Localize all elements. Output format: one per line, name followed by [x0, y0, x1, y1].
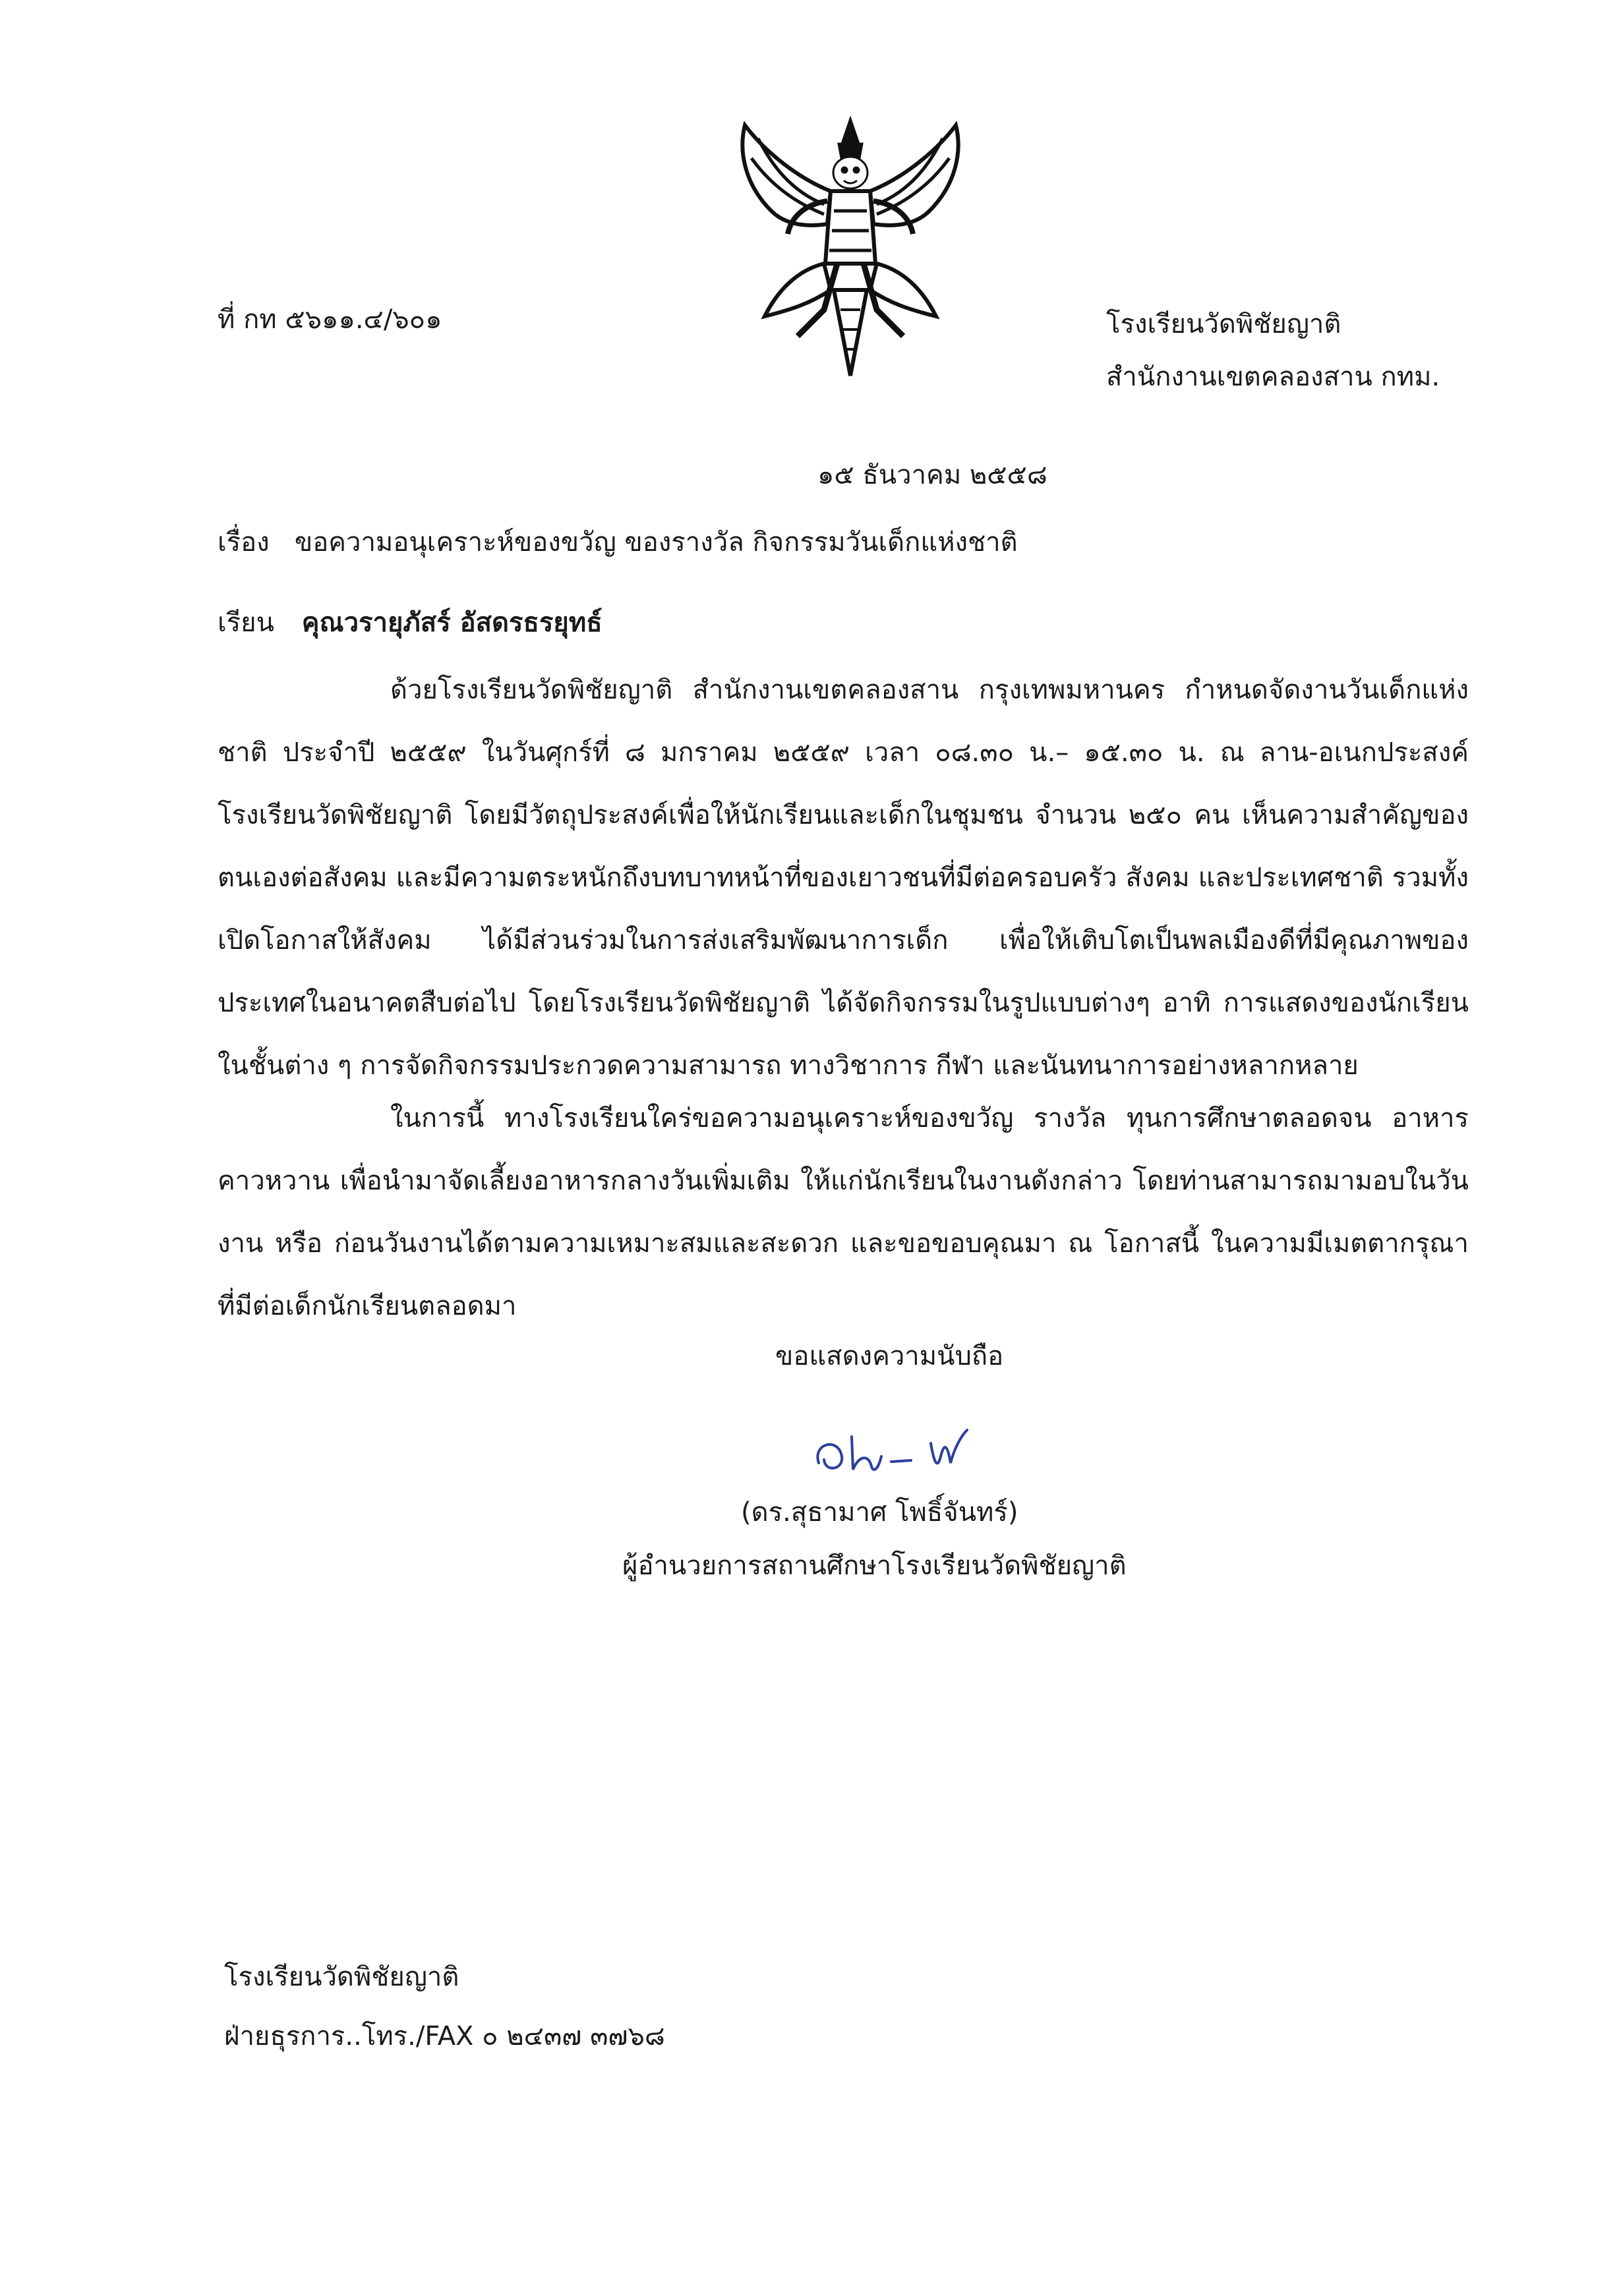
subject-text: ขอความอนุเคราะห์ของขวัญ ของรางวัล กิจกรรมวันเด็กแห่งชาติ — [294, 527, 1018, 558]
sender-district: สำนักงานเขตคลองสาน กทม. — [1106, 362, 1440, 392]
recipient-name: คุณวรายุภัสร์ อัสดรธรยุทธ์ — [301, 608, 603, 638]
recipient-label: เรียน — [218, 608, 274, 638]
garuda-emblem-icon — [719, 112, 982, 389]
subject-line — [218, 521, 1018, 563]
handwritten-signature — [806, 1417, 1003, 1489]
subject-label: เรื่อง — [218, 527, 270, 558]
body-paragraph-1: ด้วยโรงเรียนวัดพิชัยญาติ สำนักงานเขตคลองสาน กรุงเทพมหานคร กำหนดจัดงานวันเด็กแห่งชาติ ประจำปี ๒๕๕๙ ในวันศุกร์ที่ ๘ มกราคม ๒๕๕๙ เวลา ๐๘.๓๐ น.– ๑๕.๓๐ น. ณ ลาน-อเนกประสงค์ โรงเรียนวัดพิชัยญาติ โดยมีวัตถุประสงค์เพื่อให้นักเรียนและเด็กในชุมชน จำนวน ๒๕๐ คน เห็นความสำคัญของตนเองต่อสังคม และมีความตระหนักถึงบทบาทหน้าที่ของเยาวชนที่มีต่อครอบครัว สังคม และประเทศชาติ รวมทั้งเปิดโอกาสให้สังคม ได้มีส่วนร่วมในการส่งเสริมพัฒนาการเด็ก เพื่อให้เติบโตเป็นพลเมืองดีที่มีคุณภาพของประเทศในอนาคตสืบต่อไป โดยโรงเรียนวัดพิชัยญาติ ได้จัดกิจกรรมในรูปแบบต่างๆ อาทิ การแสดงของนักเรียน ในชั้นต่าง ๆ การจัดกิจกรรมประกวดความสามารถ ทางวิชาการ กีฬา และนันทนาการอย่างหลากหลาย — [218, 675, 1469, 1081]
sender-school: โรงเรียนวัดพิชัยญาติ — [1106, 309, 1341, 339]
sender-address — [1106, 298, 1440, 403]
reference-number: ที่ กท ๕๖๑๑.๔/๖๐๑ — [218, 304, 442, 335]
closing-salutation: ขอแสดงความนับถือ — [775, 1341, 1004, 1371]
body-paragraph-2: ในการนี้ ทางโรงเรียนใคร่ขอความอนุเคราะห์ของขวัญ รางวัล ทุนการศึกษาตลอดจน อาหารคาวหวาน เพื่อนำมาจัดเลี้ยงอาหารกลางวันเพิ่มเติม ให้แก่นักเรียนในงานดังกล่าว โดยท่านสามารถมามอบในวันงาน หรือ ก่อนวันงานได้ตามความเหมาะสมและสะดวก และขอขอบคุณมา ณ โอกาสนี้ ในความมีเมตตากรุณา ที่มีต่อเด็กนักเรียนตลอดมา — [218, 1103, 1469, 1321]
footer-contact — [224, 1947, 665, 2066]
signer-name: (ดร.สุธามาศ โพธิ์จันทร์) — [741, 1497, 1018, 1528]
recipient-line — [218, 601, 603, 643]
letter-date: ๑๕ ธันวาคม ๒๕๕๘ — [817, 460, 1047, 490]
footer-phone-fax: ฝ่ายธุรการ..โทร./FAX ๐ ๒๔๓๗ ๓๗๖๘ — [224, 2021, 665, 2052]
footer-school: โรงเรียนวัดพิชัยญาติ — [224, 1962, 459, 1992]
signer-title: ผู้อำนวยการสถานศึกษาโรงเรียนวัดพิชัยญาติ — [622, 1551, 1127, 1581]
